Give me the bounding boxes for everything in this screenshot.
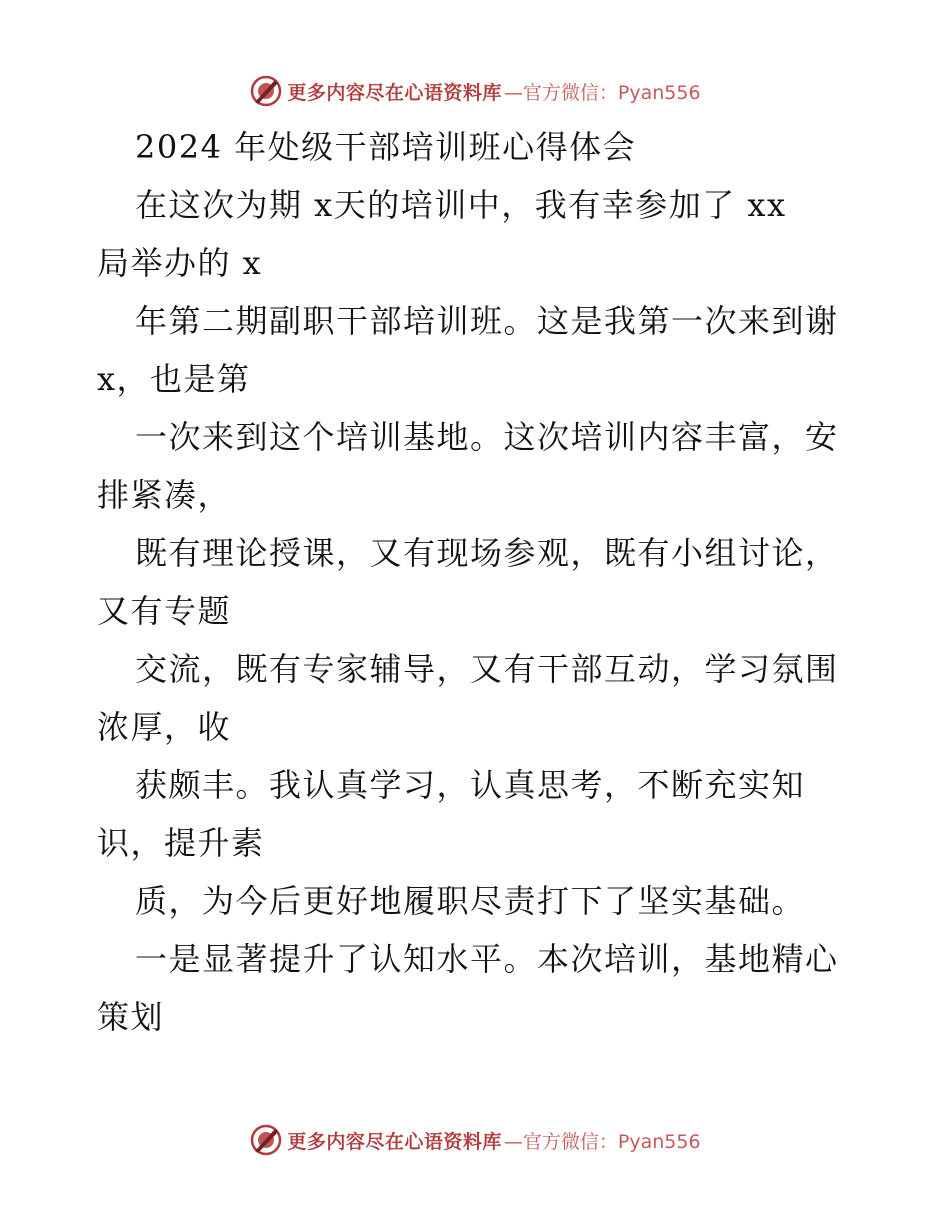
text-line: 一是显著提升了认知水平。本次培训，基地精心 xyxy=(135,940,839,978)
text-line: x，也是第 xyxy=(97,360,251,398)
watermark-tail: —官方微信：Pyan556 xyxy=(503,1130,701,1153)
text-line: 年第二期副职干部培训班。这是我第一次来到谢 xyxy=(135,302,839,340)
text-line: 一次来到这个培训基地。这次培训内容丰富，安 xyxy=(135,418,839,456)
text-line: 排紧凑， xyxy=(97,476,232,514)
text-line: 质，为今后更好地履职尽责打下了坚实基础。 xyxy=(135,882,806,920)
text-line: 策划 xyxy=(97,998,165,1036)
quill-seal-icon xyxy=(249,1123,283,1157)
text-line: 浓厚，收 xyxy=(97,708,232,746)
text-line: 局举办的 x xyxy=(97,244,263,282)
text-line: 获颇丰。我认真学习，认真思考，不断充实知 xyxy=(135,766,806,804)
document-body xyxy=(97,118,897,1046)
watermark-tail: —官方微信：Pyan556 xyxy=(503,81,701,104)
footer-watermark xyxy=(0,1120,950,1160)
text-line: 在这次为期 x天的培训中，我有幸参加了 xx xyxy=(135,186,787,224)
watermark-lead: 更多内容尽在心语资料库 xyxy=(287,1130,502,1153)
text-line: 既有理论授课，又有现场参观，既有小组讨论， xyxy=(135,534,839,572)
watermark-lead: 更多内容尽在心语资料库 xyxy=(287,81,502,104)
header-watermark xyxy=(0,71,950,111)
document-title: 2024 年处级干部培训班心得体会 xyxy=(135,128,637,166)
quill-seal-icon xyxy=(249,74,283,108)
text-line: 识，提升素 xyxy=(97,824,265,862)
text-line: 又有专题 xyxy=(97,592,232,630)
text-line: 交流，既有专家辅导，又有干部互动，学习氛围 xyxy=(135,650,839,688)
